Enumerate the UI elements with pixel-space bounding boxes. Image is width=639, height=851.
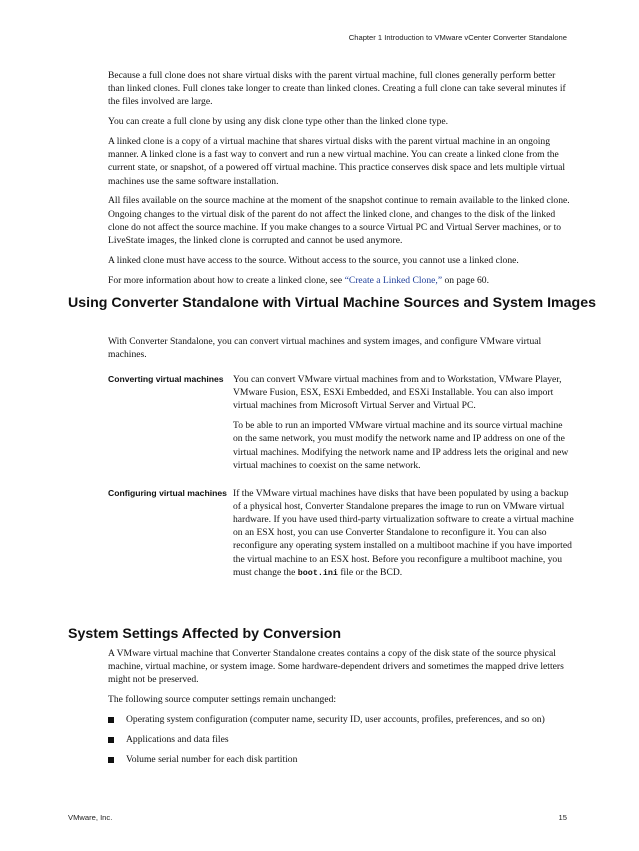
definition-term: Converting virtual machines xyxy=(108,374,224,384)
list-item-text: Volume serial number for each disk partition xyxy=(126,753,298,765)
paragraph: A VMware virtual machine that Converter Standalone creates contains a copy of the disk state of the source physical machine, virtual machine, or system image. Some hardware-dependent drivers and sometimes the mapped drive letters might not be preserved. xyxy=(108,648,564,686)
paragraph: The following source computer settings remain unchanged: xyxy=(108,694,337,706)
list-item xyxy=(108,753,574,766)
list-item-text: Operating system configuration (computer name, security ID, user accounts, profiles, preferences, and so on) xyxy=(126,714,545,725)
paragraph: To be able to run an imported VMware virtual machine and its source virtual machine on the same network, you must modify the network name and IP address on one of the virtual machines. Modifying the network name and IP address lets the original and new virtual machines to coexist on the same network. xyxy=(233,420,569,471)
footer-company: VMware, Inc. xyxy=(68,813,113,822)
list-item xyxy=(108,733,574,746)
text: on page 60. xyxy=(442,274,489,286)
definition-body xyxy=(233,487,574,587)
running-header: Chapter 1 Introduction to VMware vCenter Converter Standalone xyxy=(348,33,567,42)
bullet-list xyxy=(108,713,574,766)
list-item-text: Applications and data files xyxy=(126,733,229,745)
intro-block xyxy=(108,69,574,293)
definition-body xyxy=(233,373,574,479)
paragraph: A linked clone must have access to the source. Without access to the source, you cannot use a linked clone. xyxy=(108,254,519,266)
section-body xyxy=(108,647,574,772)
definition-row xyxy=(108,373,574,479)
page-number: 15 xyxy=(558,813,567,822)
filename-code: boot.ini xyxy=(297,567,338,578)
text: file or the BCD. xyxy=(337,566,403,578)
definition-list xyxy=(108,373,574,595)
definition-term: Configuring virtual machines xyxy=(108,487,227,498)
paragraph xyxy=(108,274,574,287)
paragraph: A linked clone is a copy of a virtual machine that shares virtual disks with the parent virtual machine in an ongoing manner. A linked clone is a fast way to convert and run a new virtual machine. You can create a linked clone from the current state, or snapshot, of a powered off virtual machine. This practice conserves disk space and lets multiple virtual machines use the same software installation. xyxy=(108,136,566,187)
bullet-square-icon xyxy=(108,717,114,723)
paragraph: You can create a full clone by using any disk clone type other than the linked clone type. xyxy=(108,116,449,128)
section-heading: System Settings Affected by Conversion xyxy=(68,626,342,642)
bullet-square-icon xyxy=(108,737,114,743)
paragraph: Because a full clone does not share virtual disks with the parent virtual machine, full clones generally perform better than linked clones. Full clones take longer to create than linked clones. Creating a full clone can take several minutes if the files involved are large. xyxy=(108,70,566,108)
paragraph: With Converter Standalone, you can convert virtual machines and system images, and configure VMware virtual machines. xyxy=(108,336,542,361)
section-heading: Using Converter Standalone with Virtual Machine Sources and System Images xyxy=(68,295,596,311)
bullet-square-icon xyxy=(108,757,114,763)
paragraph xyxy=(233,487,574,580)
text: For more information about how to create a linked clone, see xyxy=(108,274,345,286)
paragraph: All files available on the source machine at the moment of the snapshot continue to remain available to the linked clone. Ongoing changes to the virtual disk of the parent do not affect the linked clone, and changes to the disk of the linked clone do not affect the source machine. If you make changes to a source Virtual PC and Virtual Server machines, or to LiveState images, the linked clone is corrupted and cannot be used anymore. xyxy=(108,195,570,247)
cross-reference-link[interactable]: “Create a Linked Clone,” xyxy=(344,274,443,286)
paragraph: You can convert VMware virtual machines from and to Workstation, VMware Player, VMware Fusion, ESX, ESXi Embedded, and ESXi Installable. You can also import virtual machines from Microsoft Virtual Server and Virtual PC. xyxy=(233,374,562,412)
section-intro xyxy=(108,335,574,368)
definition-row xyxy=(108,487,574,587)
list-item xyxy=(108,713,574,726)
text: If the VMware virtual machines have disks that have been populated by using a backup of a physical host, Converter Standalone prepares the image to run on VMware virtual hardware. If you have used third-party virtualization software to create a virtual machine on an ESX host, you can use Converter Standalone to reconfigure it. You can also reconfigure any operating system installed on a multiboot machine if you have imported the virtual machine to an ESX host. Before you reconfigure a multiboot machine, you must change the xyxy=(233,487,574,578)
